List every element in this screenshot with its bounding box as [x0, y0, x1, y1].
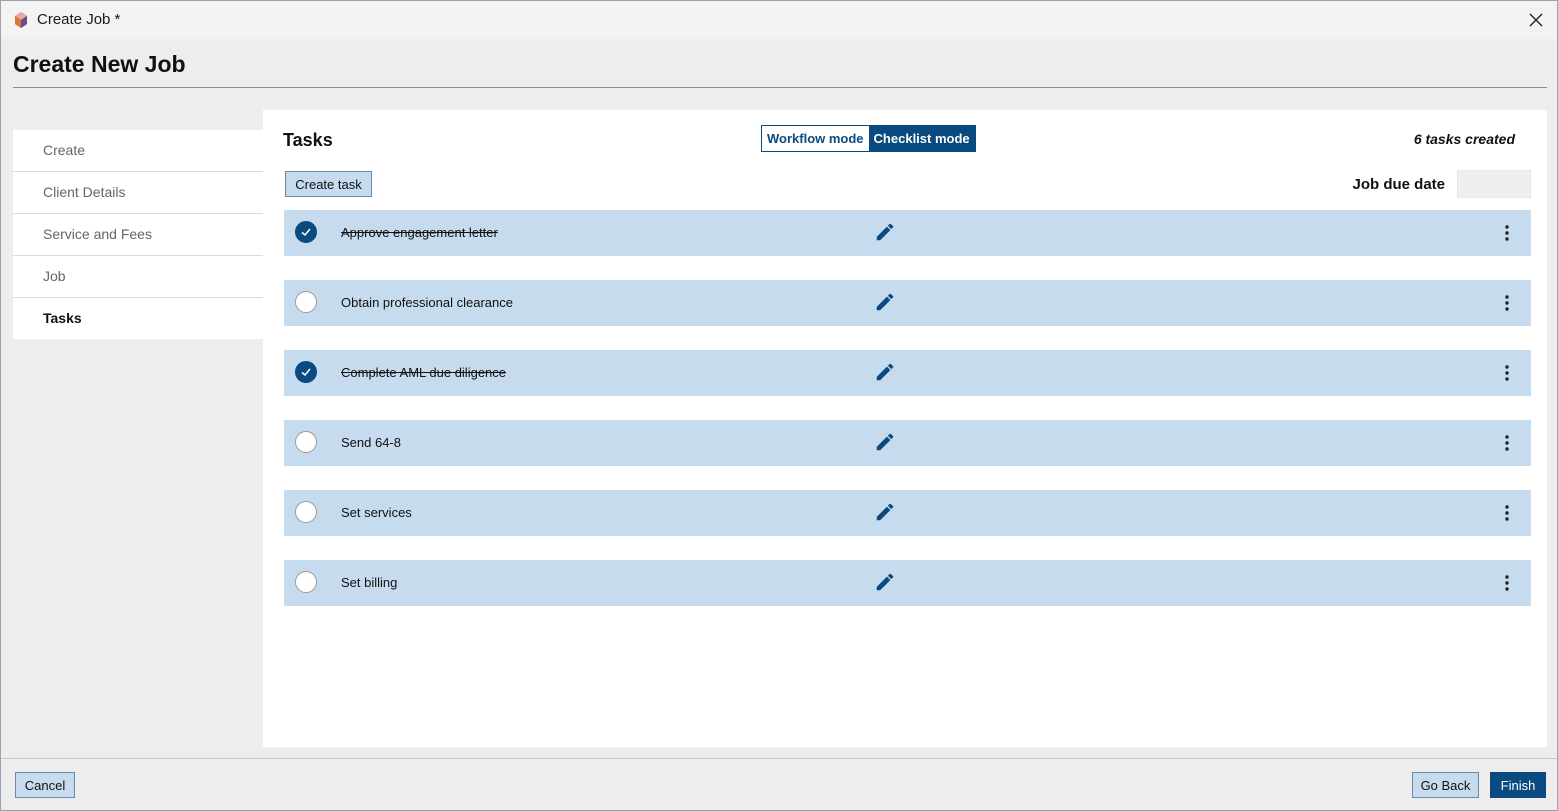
pencil-icon[interactable]	[874, 291, 896, 313]
task-complete-toggle[interactable]	[295, 501, 317, 523]
task-name: Complete AML due diligence	[341, 365, 507, 380]
page-heading: Create New Job	[13, 51, 186, 77]
task-name: Set billing	[341, 575, 398, 590]
go-back-button[interactable]: Go Back	[1412, 772, 1479, 798]
task-row	[284, 350, 1531, 396]
task-row	[284, 210, 1531, 256]
sidebar-item-client-details[interactable]: Client Details	[13, 172, 263, 214]
app-logo-icon	[12, 10, 30, 30]
close-icon	[1529, 13, 1543, 27]
task-row	[284, 280, 1531, 326]
wizard-steps-sidebar	[13, 130, 263, 339]
task-complete-toggle[interactable]	[295, 571, 317, 593]
task-complete-toggle[interactable]	[295, 361, 317, 383]
pencil-icon[interactable]	[874, 361, 896, 383]
task-row	[284, 560, 1531, 606]
checklist-mode-button[interactable]: Checklist mode	[869, 126, 975, 151]
checkmark-icon	[300, 226, 312, 238]
title-bar	[1, 1, 1557, 39]
vertical-dots-icon[interactable]	[1497, 433, 1517, 453]
mode-toggle	[761, 125, 976, 152]
pencil-icon[interactable]	[874, 221, 896, 243]
vertical-dots-icon[interactable]	[1497, 573, 1517, 593]
vertical-dots-icon[interactable]	[1497, 223, 1517, 243]
vertical-dots-icon[interactable]	[1497, 503, 1517, 523]
pencil-icon[interactable]	[874, 571, 896, 593]
cancel-button[interactable]: Cancel	[15, 772, 75, 798]
sidebar-item-tasks[interactable]: Tasks	[13, 298, 263, 339]
pencil-icon[interactable]	[874, 501, 896, 523]
footer-divider	[1, 758, 1557, 759]
vertical-dots-icon[interactable]	[1497, 293, 1517, 313]
task-row	[284, 420, 1531, 466]
workflow-mode-button[interactable]: Workflow mode	[762, 126, 869, 151]
create-task-button[interactable]: Create task	[285, 171, 372, 197]
vertical-dots-icon[interactable]	[1497, 363, 1517, 383]
pencil-icon[interactable]	[874, 431, 896, 453]
task-complete-toggle[interactable]	[295, 431, 317, 453]
heading-divider	[13, 87, 1547, 88]
sidebar-item-service-and-fees[interactable]: Service and Fees	[13, 214, 263, 256]
tasks-count: 6 tasks created	[1413, 131, 1515, 147]
job-due-date-field[interactable]	[1457, 170, 1531, 198]
task-name: Approve engagement letter	[341, 225, 498, 240]
checkmark-icon	[300, 366, 312, 378]
task-name: Set services	[341, 505, 412, 520]
sidebar-item-job[interactable]: Job	[13, 256, 263, 298]
job-due-date-label: Job due date	[1352, 176, 1445, 193]
window-title: Create Job *	[37, 11, 121, 28]
finish-button[interactable]: Finish	[1490, 772, 1546, 798]
task-complete-toggle[interactable]	[295, 221, 317, 243]
task-name: Obtain professional clearance	[341, 295, 513, 310]
task-complete-toggle[interactable]	[295, 291, 317, 313]
task-row	[284, 490, 1531, 536]
close-button[interactable]	[1521, 5, 1551, 35]
sidebar-item-create[interactable]: Create	[13, 130, 263, 172]
task-name: Send 64-8	[341, 435, 401, 450]
tasks-panel	[263, 110, 1547, 747]
tasks-panel-title: Tasks	[283, 130, 333, 150]
